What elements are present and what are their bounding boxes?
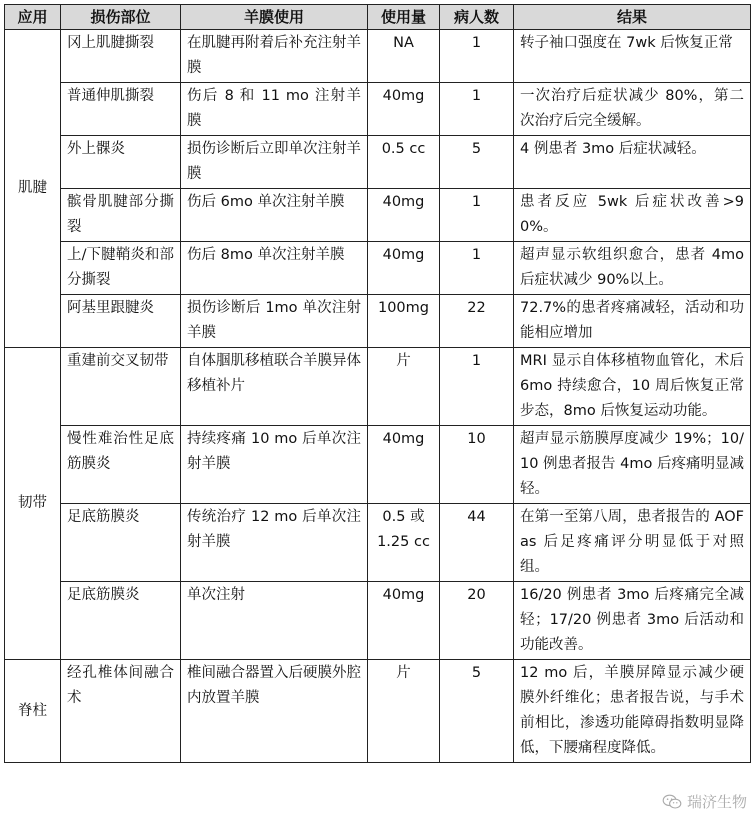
cell-patient-count: 1 bbox=[440, 242, 514, 295]
table-row bbox=[5, 660, 751, 763]
cell-result: 超声显示筋膜厚度减少 19%；10/10 例患者报告 4mo 后疼痛明显减轻。 bbox=[514, 426, 751, 504]
cell-dosage: 100mg bbox=[368, 295, 440, 348]
cell-injury-site: 足底筋膜炎 bbox=[61, 504, 181, 582]
wechat-icon bbox=[662, 794, 682, 810]
cell-injury-site: 上/下腱鞘炎和部分撕裂 bbox=[61, 242, 181, 295]
cell-application: 脊柱 bbox=[5, 660, 61, 763]
cell-patient-count: 5 bbox=[440, 660, 514, 763]
cell-result: 患者反应 5wk 后症状改善>90%。 bbox=[514, 189, 751, 242]
cell-result: 一次治疗后症状减少 80%，第二次治疗后完全缓解。 bbox=[514, 83, 751, 136]
cell-dosage: 40mg bbox=[368, 189, 440, 242]
cell-patient-count: 1 bbox=[440, 348, 514, 426]
cell-dosage: 40mg bbox=[368, 582, 440, 660]
cell-patient-count: 22 bbox=[440, 295, 514, 348]
header-amnion-use: 羊膜使用 bbox=[181, 5, 368, 30]
cell-injury-site: 冈上肌腱撕裂 bbox=[61, 30, 181, 83]
cell-amnion-use: 持续疼痛 10 mo 后单次注射羊膜 bbox=[181, 426, 368, 504]
table-row bbox=[5, 426, 751, 504]
cell-amnion-use: 椎间融合器置入后硬膜外腔内放置羊膜 bbox=[181, 660, 368, 763]
table-row bbox=[5, 582, 751, 660]
cell-injury-site: 髌骨肌腱部分撕裂 bbox=[61, 189, 181, 242]
header-dosage: 使用量 bbox=[368, 5, 440, 30]
cell-amnion-use: 伤后 8mo 单次注射羊膜 bbox=[181, 242, 368, 295]
watermark-text: 瑞济生物 bbox=[686, 793, 747, 811]
cell-injury-site: 普通伸肌撕裂 bbox=[61, 83, 181, 136]
table-body bbox=[5, 30, 751, 763]
cell-amnion-use: 传统治疗 12 mo 后单次注射羊膜 bbox=[181, 504, 368, 582]
cell-dosage: 0.5 cc bbox=[368, 136, 440, 189]
cell-result: 4 例患者 3mo 后症状减轻。 bbox=[514, 136, 751, 189]
cell-dosage: NA bbox=[368, 30, 440, 83]
cell-amnion-use: 伤后 8 和 11 mo 注射羊膜 bbox=[181, 83, 368, 136]
cell-result: 72.7%的患者疼痛减轻，活动和功能相应增加 bbox=[514, 295, 751, 348]
table-row bbox=[5, 242, 751, 295]
cell-amnion-use: 在肌腱再附着后补充注射羊膜 bbox=[181, 30, 368, 83]
cell-result: 转子袖口强度在 7wk 后恢复正常 bbox=[514, 30, 751, 83]
header-patient-count: 病人数 bbox=[440, 5, 514, 30]
table-row bbox=[5, 504, 751, 582]
cell-amnion-use: 自体腘肌移植联合羊膜异体移植补片 bbox=[181, 348, 368, 426]
header-injury-site: 损伤部位 bbox=[61, 5, 181, 30]
cell-amnion-use: 损伤诊断后 1mo 单次注射羊膜 bbox=[181, 295, 368, 348]
cell-application: 肌腱 bbox=[5, 30, 61, 348]
cell-dosage: 40mg bbox=[368, 83, 440, 136]
table-row bbox=[5, 30, 751, 83]
cell-dosage: 片 bbox=[368, 660, 440, 763]
cell-amnion-use: 损伤诊断后立即单次注射羊膜 bbox=[181, 136, 368, 189]
table-row bbox=[5, 189, 751, 242]
cell-result: 16/20 例患者 3mo 后疼痛完全减轻；17/20 例患者 3mo 后活动和功能改善。 bbox=[514, 582, 751, 660]
cell-dosage: 片 bbox=[368, 348, 440, 426]
cell-injury-site: 经孔椎体间融合术 bbox=[61, 660, 181, 763]
cell-injury-site: 足底筋膜炎 bbox=[61, 582, 181, 660]
header-result: 结果 bbox=[514, 5, 751, 30]
cell-patient-count: 1 bbox=[440, 83, 514, 136]
cell-dosage: 40mg bbox=[368, 242, 440, 295]
cell-amnion-use: 伤后 6mo 单次注射羊膜 bbox=[181, 189, 368, 242]
cell-dosage: 40mg bbox=[368, 426, 440, 504]
cell-patient-count: 1 bbox=[440, 30, 514, 83]
watermark bbox=[662, 791, 747, 812]
cell-dosage: 0.5 或 1.25 cc bbox=[368, 504, 440, 582]
cell-injury-site: 外上髁炎 bbox=[61, 136, 181, 189]
cell-application: 韧带 bbox=[5, 348, 61, 660]
cell-patient-count: 1 bbox=[440, 189, 514, 242]
cell-injury-site: 阿基里跟腱炎 bbox=[61, 295, 181, 348]
table-row bbox=[5, 83, 751, 136]
treatment-table bbox=[4, 4, 751, 763]
cell-amnion-use: 单次注射 bbox=[181, 582, 368, 660]
table-row bbox=[5, 348, 751, 426]
header-application: 应用 bbox=[5, 5, 61, 30]
cell-injury-site: 重建前交叉韧带 bbox=[61, 348, 181, 426]
cell-patient-count: 5 bbox=[440, 136, 514, 189]
cell-result: 12 mo 后，羊膜屏障显示减少硬膜外纤维化；患者报告说，与手术前相比，渗透功能障碍指数明显降低，下腰痛程度降低。 bbox=[514, 660, 751, 763]
cell-injury-site: 慢性难治性足底筋膜炎 bbox=[61, 426, 181, 504]
cell-result: 超声显示软组织愈合，患者 4mo 后症状减少 90%以上。 bbox=[514, 242, 751, 295]
table-row bbox=[5, 295, 751, 348]
cell-result: 在第一至第八周，患者报告的 AOFas 后足疼痛评分明显低于对照组。 bbox=[514, 504, 751, 582]
cell-result: MRI 显示自体移植物血管化，术后 6mo 持续愈合，10 周后恢复正常步态，8mo 后恢复运动功能。 bbox=[514, 348, 751, 426]
header-row bbox=[5, 5, 751, 30]
table-row bbox=[5, 136, 751, 189]
cell-patient-count: 44 bbox=[440, 504, 514, 582]
cell-patient-count: 20 bbox=[440, 582, 514, 660]
cell-patient-count: 10 bbox=[440, 426, 514, 504]
